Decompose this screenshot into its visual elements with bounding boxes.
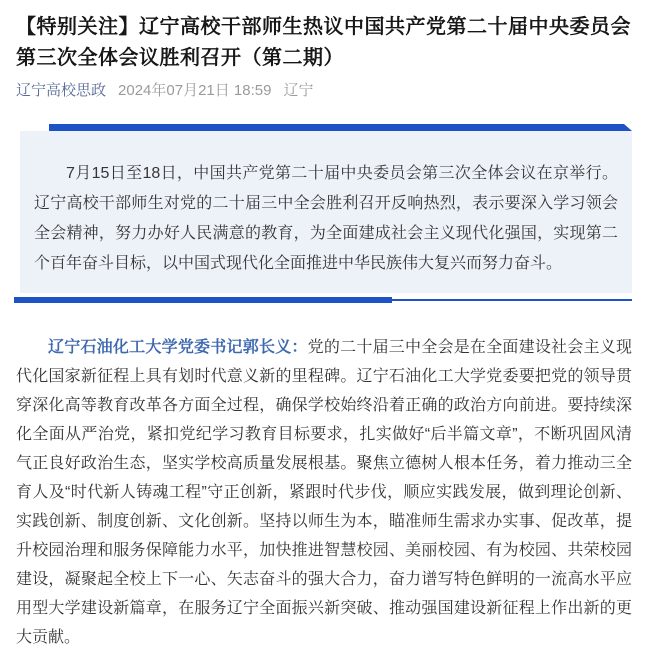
- byline: [16, 81, 632, 101]
- quote-bottom-accent: [16, 297, 632, 303]
- summary-text: 7月15日至18日，中国共产党第二十届中央委员会第三次全体会议在京举行。辽宁高校干部师生对党的二十届三中全会胜利召开反响热烈，表示要深入学习领会全会精神，努力办好人民满意的教育，为全面建成社会主义现代化强国，实现第二个百年奋斗目标，以中国式现代化全面推进中华民族伟大复兴而努力奋斗。: [20, 131, 632, 293]
- publish-datetime: 2024年07月21日 18:59: [118, 82, 272, 99]
- speaker-name: 辽宁石油化工大学党委书记郭长义：: [48, 339, 308, 356]
- body-text: 党的二十届三中全会是在全面建设社会主义现代化国家新征程上具有划时代意义新的里程碑。辽宁石油化工大学党委要把党的领导贯穿深化高等教育改革各方面全过程，确保学校始终沿着正确的政治方向前进。要持续深化全面从严治党，紧扣党纪学习教育目标要求，扎实做好“后半篇文章”，不断巩固风清气正良好政治生态，坚实学校高质量发展根基。聚焦立德树人根本任务，着力推动三全育人及“时代新人铸魂工程”守正创新，紧跟时代步伐，顺应实践发展，做到理论创新、实践创新、制度创新、文化创新。坚持以师生为本，瞄准师生需求办实事、促改革，提升校园治理和服务保障能力水平，加快推进智慧校园、美丽校园、有为校园、共荣校园建设，凝聚起全校上下一心、矢志奋斗的强大合力，奋力谱写特色鲜明的一流高水平应用型大学建设新篇章，在服务辽宁全面振兴新突破、推动强国建设新征程上作出新的更大贡献。: [16, 339, 632, 646]
- summary-quote-block: [16, 124, 632, 303]
- account-name-link[interactable]: 辽宁高校思政: [16, 82, 107, 99]
- quote-top-accent-bar: [49, 124, 632, 131]
- article-body-paragraph: [16, 333, 632, 652]
- quote-bottom-accent-line: [392, 299, 632, 301]
- page-title: 【特别关注】辽宁高校干部师生热议中国共产党第二十届中央委员会第三次全体会议胜利召开（第二期）: [16, 16, 631, 69]
- publish-location: 辽宁: [283, 82, 314, 99]
- quote-bottom-accent-bar: [14, 297, 392, 303]
